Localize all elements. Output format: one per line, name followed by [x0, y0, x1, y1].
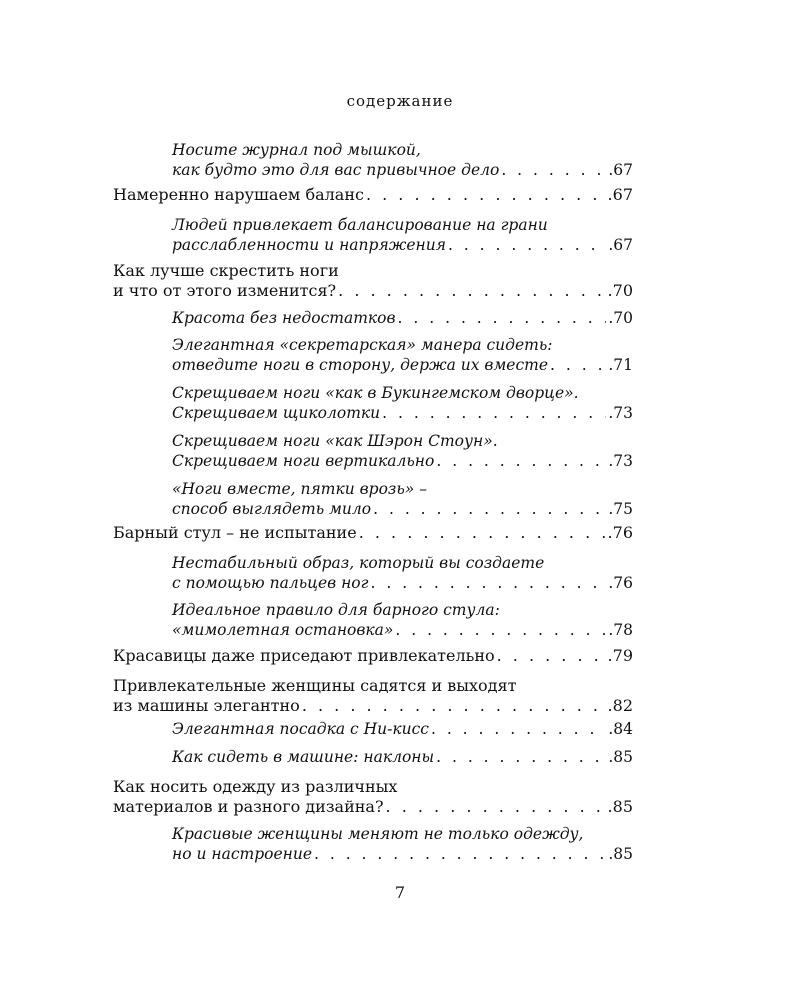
toc-entry[interactable] [172, 383, 633, 423]
toc-entry-title-line: Носите журнал под мышкой, [172, 141, 421, 159]
leader-dots [359, 523, 606, 543]
toc-entry[interactable] [172, 215, 633, 255]
toc-entry-title-line: Элегантная посадка с Ни-кисс [172, 720, 429, 738]
leader-dots [497, 646, 606, 666]
leader-dots [501, 160, 606, 180]
toc-entry-title-line: Красота без недостатков [172, 309, 396, 327]
toc-entry-title-line: Как носить одежду из различных [113, 777, 398, 796]
running-header: содержание [346, 92, 454, 110]
leader-dots [314, 844, 606, 864]
toc-page-number: .67 [608, 236, 633, 254]
toc-entry[interactable] [113, 676, 633, 716]
toc-entry-title-line: Как лучше скрестить ноги [113, 261, 339, 280]
toc-entry-title-line: способ выглядеть мило [172, 500, 372, 518]
toc-entry[interactable] [172, 479, 633, 519]
toc-entry[interactable] [113, 185, 633, 205]
toc-page-number: .85 [608, 845, 633, 863]
toc-page-number: .71 [608, 356, 633, 374]
toc-page-number: .67 [608, 161, 633, 179]
toc-page-number: .73 [608, 452, 633, 470]
leader-dots [366, 185, 606, 205]
toc-entry-title-line: материалов и разного дизайна? [113, 797, 384, 816]
toc-entry[interactable] [172, 431, 633, 471]
toc-entry-title-line: Нестабильный образ, который вы создаете [172, 554, 545, 572]
toc-entry-title-line: Скрещиваем щиколотки [172, 404, 381, 422]
toc-page-number: .75 [608, 500, 633, 518]
toc-entry[interactable] [172, 824, 633, 864]
toc-entry[interactable] [172, 308, 633, 328]
toc-entry-title-line: расслабленности и напряжения [172, 236, 446, 254]
toc-page-number: .85 [607, 797, 633, 816]
leader-dots [395, 620, 606, 640]
leader-dots [448, 235, 606, 255]
toc-entry[interactable] [113, 646, 633, 666]
toc-entry-title-line: Скрещиваем ноги вертикально [172, 452, 435, 470]
leader-dots [373, 499, 606, 519]
toc-entry-title-line: из машины элегантно [113, 696, 300, 715]
toc-page-number: .76 [607, 523, 633, 542]
toc-entry[interactable] [113, 523, 633, 543]
leader-dots [431, 719, 606, 739]
leader-dots [302, 696, 606, 716]
leader-dots [382, 403, 606, 423]
toc-entry-title-line: с помощью пальцев ног [172, 574, 369, 592]
leader-dots [436, 451, 606, 471]
toc-entry-title-line: Элегантная «секретарская» манера сидеть: [172, 336, 553, 354]
toc-entry-title-line: Скрещиваем ноги «как Шэрон Стоун». [172, 432, 498, 450]
toc-page-number: .78 [608, 621, 633, 639]
page-number: 7 [394, 883, 406, 902]
toc-entry-title-line: «мимолетная остановка» [172, 621, 394, 639]
toc-entry-title-line: Идеальное правило для барного стула: [172, 601, 500, 619]
toc-entry-title-line: Как сидеть в машине: наклоны [172, 748, 435, 766]
toc-entry[interactable] [172, 747, 633, 767]
leader-dots [338, 281, 605, 301]
toc-entry-title-line: Красивые женщины меняют не только одежду, [172, 825, 584, 843]
toc-page-number: .85 [608, 748, 633, 766]
leader-dots [550, 355, 606, 375]
toc-entry[interactable] [172, 140, 633, 180]
toc-page-number: .73 [608, 404, 633, 422]
toc-entry-title-line: Людей привлекает балансирование на грани [172, 216, 548, 234]
toc-entry-title-line: Скрещиваем ноги «как в Букингемском дворце». [172, 384, 579, 402]
leader-dots [370, 573, 606, 593]
toc-entry-title-line: но и настроение [172, 845, 312, 863]
toc-entry-title-line: Намеренно нарушаем баланс [113, 185, 364, 204]
toc-entry[interactable] [172, 553, 633, 593]
toc-entry[interactable] [172, 335, 633, 375]
toc-page-number: .82 [607, 696, 633, 715]
toc-entry-title-line: Барный стул – не испытание [113, 523, 357, 542]
toc-entry-title-line: как будто это для вас привычное дело [172, 161, 500, 179]
toc-page-number: .79 [607, 646, 633, 665]
leader-dots [398, 308, 607, 328]
toc-entry[interactable] [113, 261, 633, 301]
toc-entry-title-line: и что от этого изменится? [113, 281, 337, 300]
toc-entry-title-line: отведите ноги в сторону, держа их вместе [172, 356, 549, 374]
toc-entry-title-line: «Ноги вместе, пятки врозь» – [172, 480, 427, 498]
leader-dots [436, 747, 606, 767]
toc-page-number: .76 [608, 574, 633, 592]
leader-dots [386, 797, 606, 817]
toc-entry[interactable] [113, 777, 633, 817]
toc-page-number: .70 [608, 309, 633, 327]
toc-page-number: .70 [607, 281, 633, 300]
toc-page-number: .67 [607, 185, 633, 204]
toc-entry[interactable] [172, 600, 633, 640]
toc-entry[interactable] [172, 719, 633, 739]
toc-page-number: .84 [608, 720, 633, 738]
toc-entry-title-line: Привлекательные женщины садятся и выходят [113, 676, 517, 695]
toc-entry-title-line: Красавицы даже приседают привлекательно [113, 646, 495, 665]
